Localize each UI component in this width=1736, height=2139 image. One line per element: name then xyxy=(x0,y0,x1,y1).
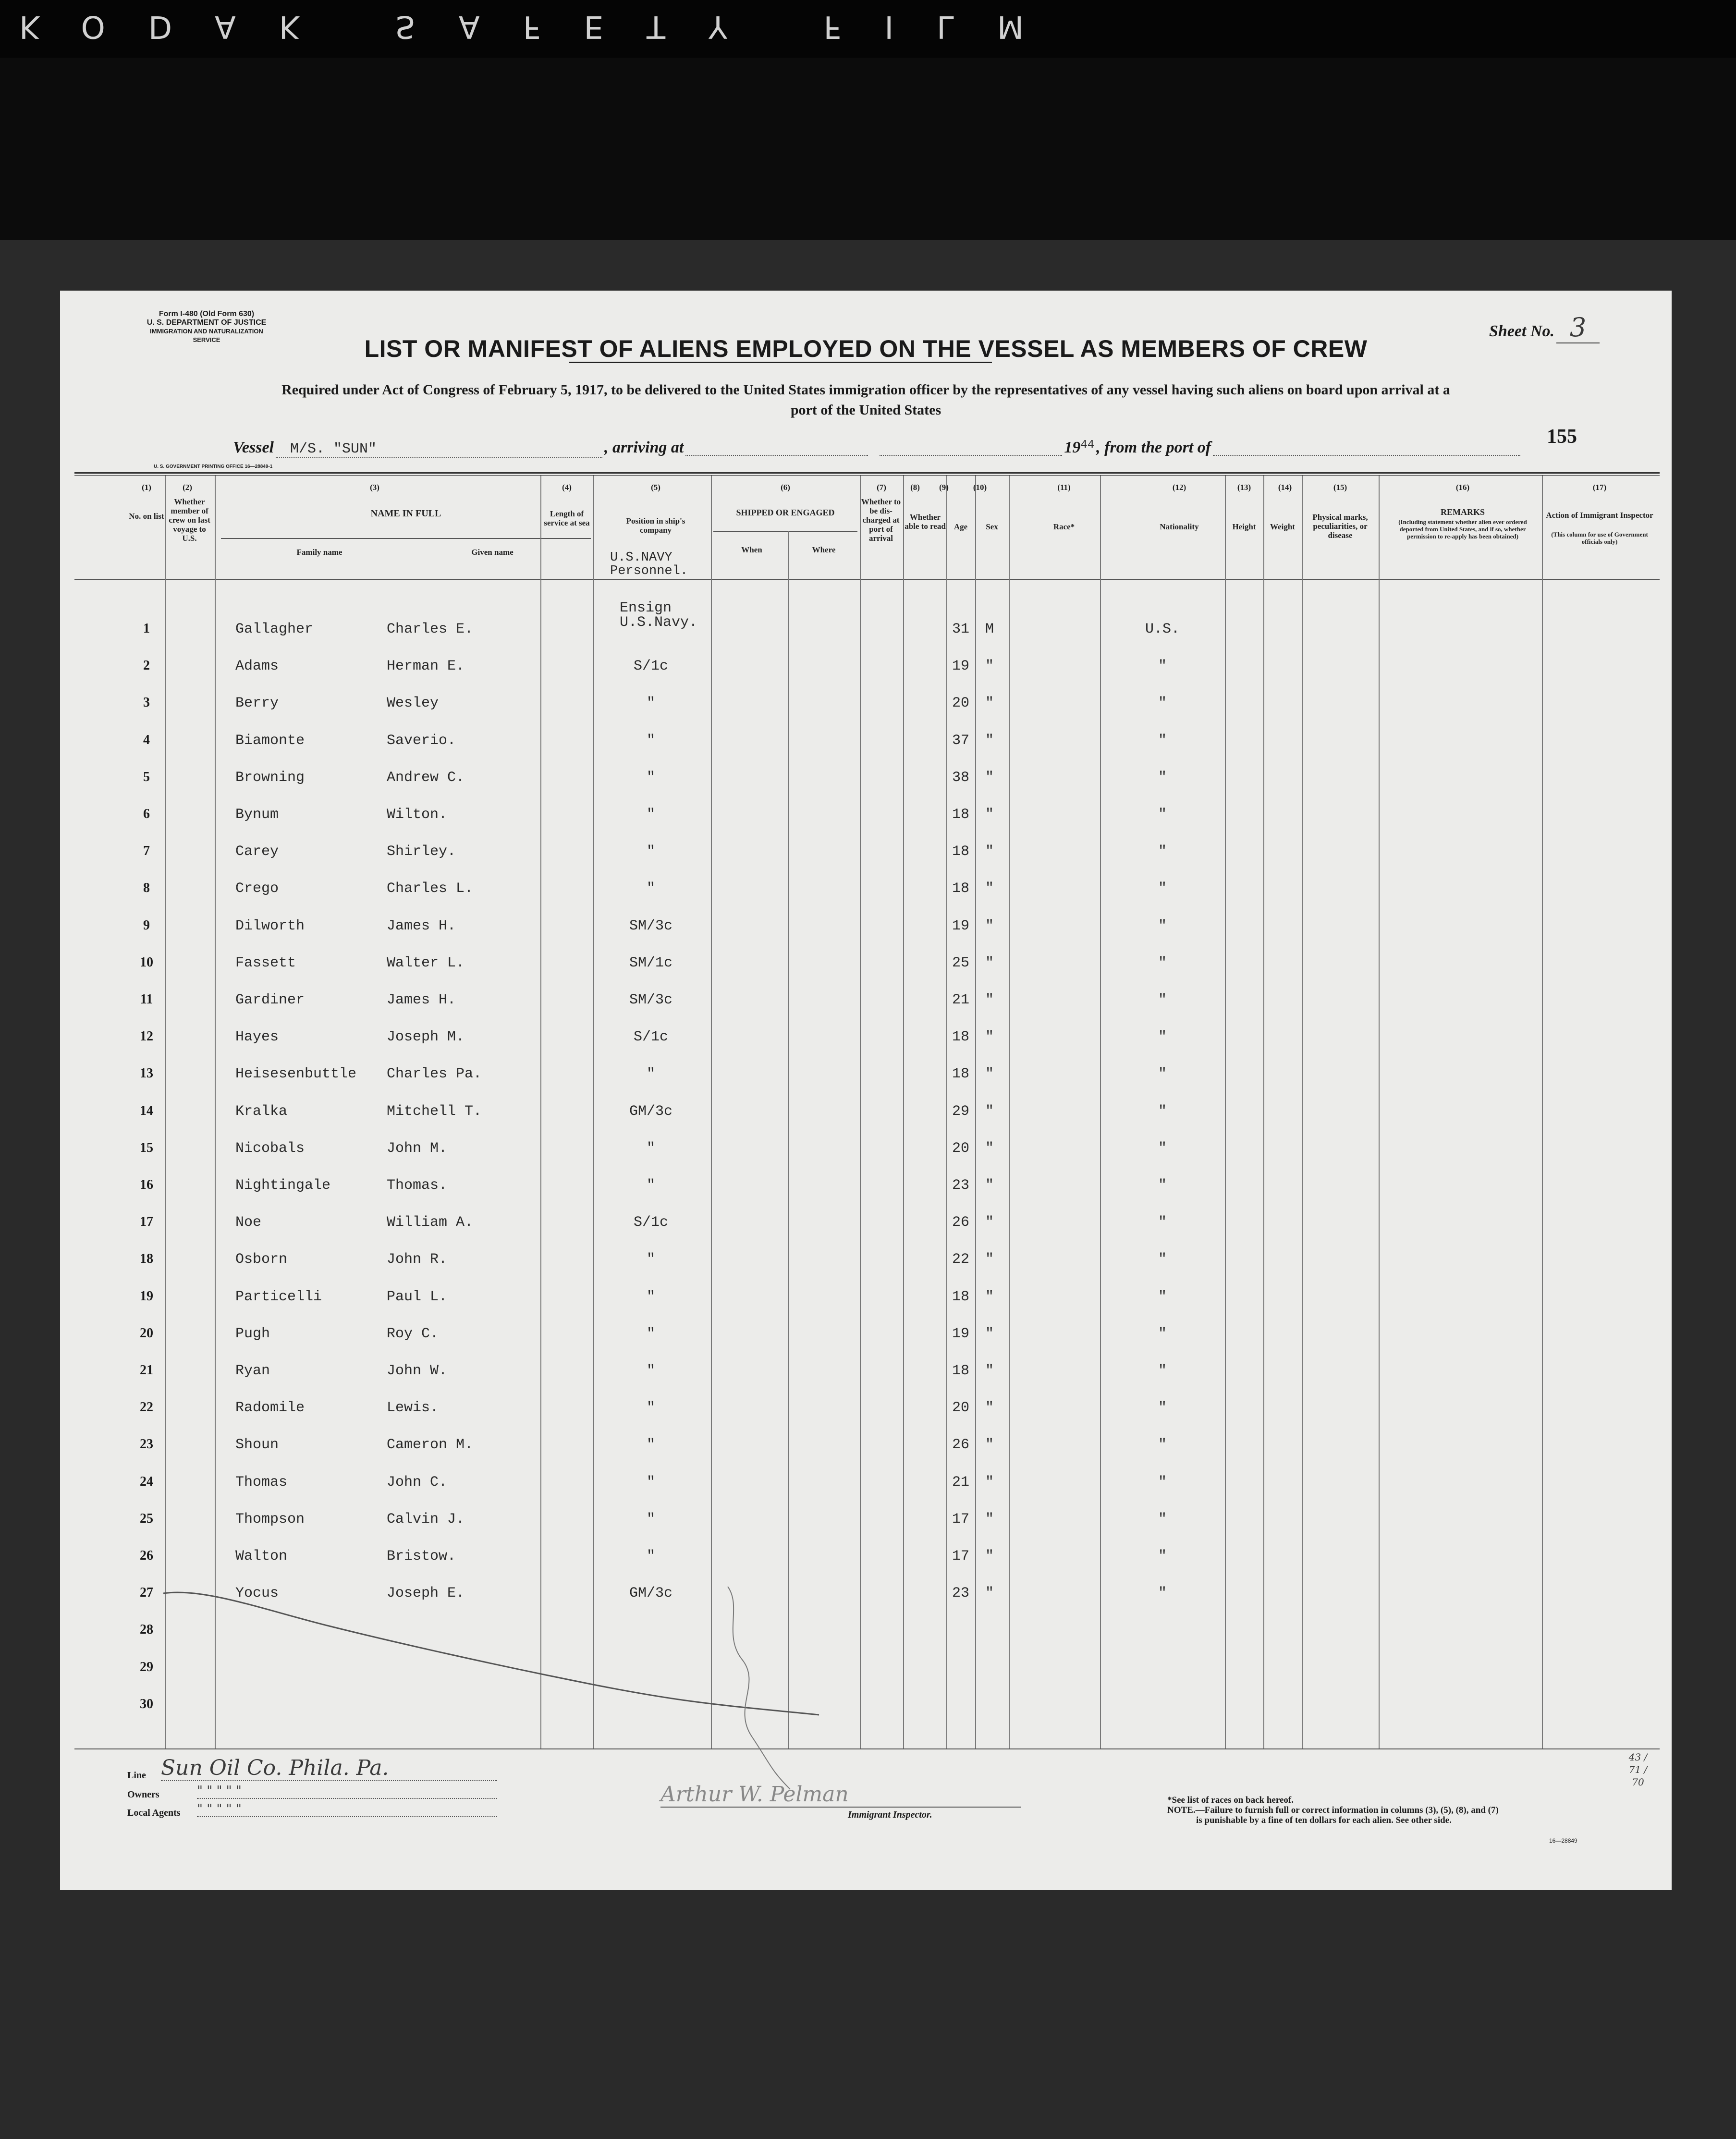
family-name-cell: Berry xyxy=(235,695,279,711)
position-cell: GM/3c xyxy=(629,1585,672,1601)
given-name-cell: John C. xyxy=(387,1474,448,1491)
row-number: 18 xyxy=(140,1251,153,1266)
age-cell: 26 xyxy=(952,1437,969,1453)
family-name-cell: Shoun xyxy=(235,1437,279,1453)
family-name-cell: Noe xyxy=(235,1214,262,1231)
pen-strike-mark xyxy=(60,291,1672,1890)
row-number: 12 xyxy=(140,1029,153,1044)
given-name-cell: Roy C. xyxy=(387,1326,439,1342)
given-name-cell: Thomas. xyxy=(387,1177,448,1194)
family-name-cell: Osborn xyxy=(235,1251,288,1268)
sex-cell: " xyxy=(985,807,994,823)
position-cell: " xyxy=(646,1326,655,1342)
note-fine: is punishable by a fine of ten dollars for each alien. See other side. xyxy=(1196,1815,1452,1825)
position-typed-note: U.S.NAVY Personnel. xyxy=(610,550,688,578)
note-races: *See list of races on back hereof. xyxy=(1167,1795,1294,1805)
family-name-cell: Thompson xyxy=(235,1511,305,1528)
sex-cell: " xyxy=(985,770,994,786)
age-cell: 17 xyxy=(952,1511,969,1528)
given-name-cell: John R. xyxy=(387,1251,448,1268)
nationality-cell: " xyxy=(1158,1474,1167,1491)
position-cell: GM/3c xyxy=(629,1103,672,1120)
given-name-cell: Joseph E. xyxy=(387,1585,465,1601)
age-cell: 31 xyxy=(952,621,969,637)
col-number: (12) xyxy=(1172,483,1186,492)
row-number: 13 xyxy=(140,1066,153,1081)
family-name-cell: Crego xyxy=(235,880,279,897)
given-name-cell: Joseph M. xyxy=(387,1029,465,1045)
header-name-in-full: NAME IN FULL xyxy=(370,508,441,519)
col-number: (8) xyxy=(910,483,920,492)
row-number: 14 xyxy=(140,1103,153,1118)
sex-cell: " xyxy=(985,1289,994,1305)
row-number: 21 xyxy=(140,1363,153,1378)
given-name-cell: Wilton. xyxy=(387,807,448,823)
age-cell: 18 xyxy=(952,807,969,823)
given-name-cell: James H. xyxy=(387,992,456,1008)
inspector-signature: Arthur W. Pelman xyxy=(660,1782,1021,1808)
given-name-cell: James H. xyxy=(387,918,456,934)
local-agents-value: " " " " " xyxy=(197,1802,497,1817)
nationality-cell: " xyxy=(1158,1140,1167,1157)
header-position: Position in ship's company xyxy=(626,516,685,535)
family-name-cell: Bynum xyxy=(235,807,279,823)
age-cell: 18 xyxy=(952,843,969,860)
nationality-cell: " xyxy=(1158,1400,1167,1416)
sex-cell: " xyxy=(985,880,994,897)
sex-cell: " xyxy=(985,1511,994,1528)
header-family-name: Family name xyxy=(296,548,342,557)
position-cell: S/1c xyxy=(633,658,668,674)
row-number: 3 xyxy=(143,695,150,710)
col-number: (11) xyxy=(1057,483,1071,492)
row-number: 9 xyxy=(143,918,150,933)
row-number: 6 xyxy=(143,807,150,821)
age-cell: 37 xyxy=(952,733,969,749)
position-cell: S/1c xyxy=(633,1214,668,1231)
nationality-cell: " xyxy=(1158,695,1167,711)
row-number: 16 xyxy=(140,1177,153,1192)
nationality-cell: " xyxy=(1158,918,1167,934)
header-remarks-note: (Including statement whether alien ever ordered deported from United States, and if so, whether permission to re-apply has been obtained) xyxy=(1398,518,1527,540)
sex-cell: " xyxy=(985,1177,994,1194)
header-where: Where xyxy=(812,545,836,554)
sex-cell: " xyxy=(985,843,994,860)
family-name-cell: Walton xyxy=(235,1548,288,1565)
age-cell: 20 xyxy=(952,1140,969,1157)
family-name-cell: Kralka xyxy=(235,1103,288,1120)
vessel-name: M/S. "SUN" xyxy=(276,441,602,458)
position-cell: S/1c xyxy=(633,1029,668,1045)
position-cell: SM/3c xyxy=(629,992,672,1008)
given-name-cell: Charles E. xyxy=(387,621,474,637)
age-cell: 23 xyxy=(952,1177,969,1194)
nationality-cell: " xyxy=(1158,843,1167,860)
sex-cell: " xyxy=(985,1140,994,1157)
age-cell: 22 xyxy=(952,1251,969,1268)
header-discharged: Whether to be dis-charged at port of arrival xyxy=(861,497,901,543)
sex-cell: " xyxy=(985,1251,994,1268)
sex-cell: " xyxy=(985,1363,994,1379)
sex-cell: " xyxy=(985,1400,994,1416)
age-cell: 20 xyxy=(952,695,969,711)
sex-cell: " xyxy=(985,992,994,1008)
header-action-note: (This column for use of Government officials only) xyxy=(1551,531,1648,545)
family-name-cell: Carey xyxy=(235,843,279,860)
header-crew-member: Whether member of crew on last voyage to U.S. xyxy=(169,497,210,543)
family-name-cell: Radomile xyxy=(235,1400,305,1416)
col-number: (9) xyxy=(939,483,949,492)
position-cell: " xyxy=(646,1140,655,1157)
nationality-cell: " xyxy=(1158,1326,1167,1342)
sex-cell: " xyxy=(985,1474,994,1491)
form-code: 16—28849 xyxy=(1549,1837,1577,1844)
col-number: (1) xyxy=(142,483,151,492)
header-sex: Sex xyxy=(986,522,998,531)
given-name-cell: Walter L. xyxy=(387,955,465,971)
row-number: 22 xyxy=(140,1400,153,1415)
col-number: (3) xyxy=(370,483,379,492)
sex-cell: " xyxy=(985,733,994,749)
row-number: 10 xyxy=(140,955,153,970)
header-given-name: Given name xyxy=(471,548,513,557)
header-physical: Physical marks, peculiarities, or disease xyxy=(1312,513,1368,540)
family-name-cell: Heisesenbuttle xyxy=(235,1066,357,1082)
sex-cell: " xyxy=(985,1585,994,1601)
row-number: 11 xyxy=(140,992,153,1007)
form-id-line: U. S. DEPARTMENT OF JUSTICE xyxy=(147,318,267,327)
age-cell: 19 xyxy=(952,1326,969,1342)
sex-cell: " xyxy=(985,1548,994,1565)
nationality-cell: " xyxy=(1158,658,1167,674)
col-number: (15) xyxy=(1333,483,1347,492)
nationality-cell: " xyxy=(1158,1066,1167,1082)
given-name-cell: Lewis. xyxy=(387,1400,439,1416)
sheet-label: Sheet No. xyxy=(1489,322,1554,340)
given-name-cell: Mitchell T. xyxy=(387,1103,482,1120)
position-cell: SM/3c xyxy=(629,918,672,934)
form-subtitle-2: port of the United States xyxy=(790,402,941,418)
nationality-cell: " xyxy=(1158,880,1167,897)
nationality-cell: " xyxy=(1158,1511,1167,1528)
row-number: 20 xyxy=(140,1326,153,1341)
row-number: 7 xyxy=(143,843,150,858)
family-name-cell: Ryan xyxy=(235,1363,270,1379)
family-name-cell: Biamonte xyxy=(235,733,305,749)
row-number: 2 xyxy=(143,658,150,673)
header-height: Height xyxy=(1232,522,1256,531)
nationality-cell: " xyxy=(1158,1548,1167,1565)
header-weight: Weight xyxy=(1270,522,1295,531)
col-number: (13) xyxy=(1237,483,1251,492)
sex-cell: " xyxy=(985,1029,994,1045)
family-name-cell: Particelli xyxy=(235,1289,322,1305)
col-number: (2) xyxy=(183,483,192,492)
col-number: (4) xyxy=(562,483,572,492)
sheet-no-value: 3 xyxy=(1556,312,1600,343)
given-name-cell: Charles L. xyxy=(387,880,474,897)
nationality-cell: " xyxy=(1158,1177,1167,1194)
note-failure: NOTE.—Failure to furnish full or correct information in columns (3), (5), (8), and (7) xyxy=(1167,1805,1499,1815)
position-cell: Ensign U.S.Navy. xyxy=(620,600,698,631)
given-name-cell: Wesley xyxy=(387,695,439,711)
family-name-cell: Gardiner xyxy=(235,992,305,1008)
header-length-service: Length of service at sea xyxy=(544,509,590,527)
given-name-cell: Shirley. xyxy=(387,843,456,860)
header-shipped-engaged: SHIPPED OR ENGAGED xyxy=(736,508,835,517)
owners-value: " " " " " xyxy=(197,1784,497,1799)
printing-office-line: U. S. GOVERNMENT PRINTING OFFICE 16—28849-1 xyxy=(154,464,273,469)
nationality-cell: " xyxy=(1158,807,1167,823)
col-number: (17) xyxy=(1592,483,1607,492)
family-name-cell: Hayes xyxy=(235,1029,279,1045)
age-cell: 18 xyxy=(952,1289,969,1305)
row-number: 4 xyxy=(143,733,150,747)
owners-label: Owners xyxy=(127,1789,159,1800)
age-cell: 17 xyxy=(952,1548,969,1565)
sex-cell: " xyxy=(985,1437,994,1453)
age-cell: 18 xyxy=(952,1029,969,1045)
given-name-cell: John M. xyxy=(387,1140,448,1157)
position-cell: " xyxy=(646,1437,655,1453)
family-name-cell: Adams xyxy=(235,658,279,674)
age-cell: 38 xyxy=(952,770,969,786)
given-name-cell: Saverio. xyxy=(387,733,456,749)
family-name-cell: Nightingale xyxy=(235,1177,331,1194)
sex-cell: " xyxy=(985,918,994,934)
margin-marks: 43 / 71 / 70 xyxy=(1628,1751,1648,1788)
col-number: (14) xyxy=(1278,483,1292,492)
local-agents-label: Local Agents xyxy=(127,1808,181,1818)
position-cell: " xyxy=(646,770,655,786)
year-prefix: 19 xyxy=(1064,439,1081,456)
age-cell: 26 xyxy=(952,1214,969,1231)
age-cell: 18 xyxy=(952,1363,969,1379)
col-number: (7) xyxy=(877,483,886,492)
row-number: 29 xyxy=(140,1660,153,1675)
nationality-cell: " xyxy=(1158,1103,1167,1120)
given-name-cell: Paul L. xyxy=(387,1289,448,1305)
row-number: 30 xyxy=(140,1697,153,1711)
row-number: 26 xyxy=(140,1548,153,1563)
nationality-cell: " xyxy=(1158,1585,1167,1601)
header-race: Race* xyxy=(1053,522,1075,531)
row-number: 5 xyxy=(143,770,150,784)
film-edge xyxy=(0,0,1736,58)
position-cell: " xyxy=(646,807,655,823)
row-number: 25 xyxy=(140,1511,153,1526)
nationality-cell: " xyxy=(1158,1289,1167,1305)
given-name-cell: Andrew C. xyxy=(387,770,465,786)
age-cell: 21 xyxy=(952,1474,969,1491)
header-action: Action of Immigrant Inspector xyxy=(1546,511,1653,520)
row-number: 27 xyxy=(140,1585,153,1600)
given-name-cell: Herman E. xyxy=(387,658,465,674)
age-cell: 18 xyxy=(952,880,969,897)
given-name-cell: Bristow. xyxy=(387,1548,456,1565)
row-number: 28 xyxy=(140,1622,153,1637)
year-value: 44 xyxy=(1080,439,1095,452)
header-age: Age xyxy=(954,522,968,531)
family-name-cell: Browning xyxy=(235,770,305,786)
position-cell: " xyxy=(646,1251,655,1268)
col-number: (5) xyxy=(651,483,660,492)
footer-notes xyxy=(1167,1795,1600,1825)
sex-cell: " xyxy=(985,695,994,711)
nationality-cell: " xyxy=(1158,770,1167,786)
line-value: Sun Oil Co. Phila. Pa. xyxy=(161,1756,497,1781)
col-number: (10) xyxy=(973,483,987,492)
nationality-cell: " xyxy=(1158,1029,1167,1045)
nationality-cell: " xyxy=(1158,733,1167,749)
col-number: (16) xyxy=(1455,483,1470,492)
row-number: 23 xyxy=(140,1437,153,1452)
sex-cell: " xyxy=(985,1326,994,1342)
row-number: 15 xyxy=(140,1140,153,1155)
nationality-cell: " xyxy=(1158,1214,1167,1231)
age-cell: 29 xyxy=(952,1103,969,1120)
family-name-cell: Yocus xyxy=(235,1585,279,1601)
age-cell: 19 xyxy=(952,918,969,934)
position-cell: SM/1c xyxy=(629,955,672,971)
sex-cell: " xyxy=(985,1214,994,1231)
form-id-line: Form I-480 (Old Form 630) xyxy=(159,310,255,318)
position-cell: " xyxy=(646,1400,655,1416)
family-name-cell: Nicobals xyxy=(235,1140,305,1157)
position-cell: " xyxy=(646,1066,655,1082)
position-cell: " xyxy=(646,1363,655,1379)
position-cell: " xyxy=(646,733,655,749)
nationality-cell: " xyxy=(1158,1437,1167,1453)
position-cell: " xyxy=(646,843,655,860)
sex-cell: " xyxy=(985,658,994,674)
family-name-cell: Fassett xyxy=(235,955,296,971)
position-cell: " xyxy=(646,880,655,897)
given-name-cell: Calvin J. xyxy=(387,1511,465,1528)
header-able-read: Whether able to read xyxy=(905,513,946,531)
line-label: Line xyxy=(127,1770,146,1781)
form-id-line: IMMIGRATION AND NATURALIZATION SERVICE xyxy=(150,328,263,343)
sex-cell: " xyxy=(985,1103,994,1120)
nationality-cell: " xyxy=(1158,1363,1167,1379)
manifest-sheet xyxy=(60,291,1672,1890)
nationality-cell: " xyxy=(1158,955,1167,971)
inspector-label: Immigrant Inspector. xyxy=(848,1809,932,1820)
family-name-cell: Thomas xyxy=(235,1474,288,1491)
given-name-cell: William A. xyxy=(387,1214,474,1231)
position-cell: " xyxy=(646,1511,655,1528)
row-number: 17 xyxy=(140,1214,153,1229)
family-name-cell: Pugh xyxy=(235,1326,270,1342)
row-number: 19 xyxy=(140,1289,153,1304)
row-number: 8 xyxy=(143,880,150,895)
header-remarks: REMARKS xyxy=(1440,507,1485,517)
position-cell: " xyxy=(646,1548,655,1565)
age-cell: 25 xyxy=(952,955,969,971)
col-number: (6) xyxy=(781,483,790,492)
row-number: 1 xyxy=(143,621,150,636)
nationality-cell: U.S. xyxy=(1145,621,1180,637)
film-edge-text: KODAK SAFETY FILM xyxy=(19,9,1067,44)
position-cell: " xyxy=(646,695,655,711)
sex-cell: " xyxy=(985,955,994,971)
age-cell: 23 xyxy=(952,1585,969,1601)
given-name-cell: Charles Pa. xyxy=(387,1066,482,1082)
arriving-label: , arriving at xyxy=(604,439,684,456)
vessel-label: Vessel xyxy=(233,439,274,456)
given-name-cell: Cameron M. xyxy=(387,1437,474,1453)
given-name-cell: John W. xyxy=(387,1363,448,1379)
family-name-cell: Gallagher xyxy=(235,621,314,637)
age-cell: 20 xyxy=(952,1400,969,1416)
header-when: When xyxy=(741,545,762,554)
nationality-cell: " xyxy=(1158,1251,1167,1268)
form-subtitle: Required under Act of Congress of February 5, 1917, to be delivered to the United States immigration officer by the representatives of any vessel having such aliens on board upon arrival at a xyxy=(281,382,1450,398)
header-no-on-list: No. on list xyxy=(129,512,164,521)
age-cell: 18 xyxy=(952,1066,969,1082)
position-cell: " xyxy=(646,1177,655,1194)
sex-cell: M xyxy=(985,621,994,637)
header-nationality: Nationality xyxy=(1160,522,1199,531)
form-title: LIST OR MANIFEST OF ALIENS EMPLOYED ON THE VESSEL AS MEMBERS OF CREW xyxy=(364,335,1368,362)
age-cell: 21 xyxy=(952,992,969,1008)
nationality-cell: " xyxy=(1158,992,1167,1008)
row-number: 24 xyxy=(140,1474,153,1489)
sex-cell: " xyxy=(985,1066,994,1082)
position-cell: " xyxy=(646,1289,655,1305)
family-name-cell: Dilworth xyxy=(235,918,305,934)
position-cell: " xyxy=(646,1474,655,1491)
page-stamp: 155 xyxy=(1547,426,1577,448)
age-cell: 19 xyxy=(952,658,969,674)
from-port-label: , from the port of xyxy=(1096,439,1211,456)
